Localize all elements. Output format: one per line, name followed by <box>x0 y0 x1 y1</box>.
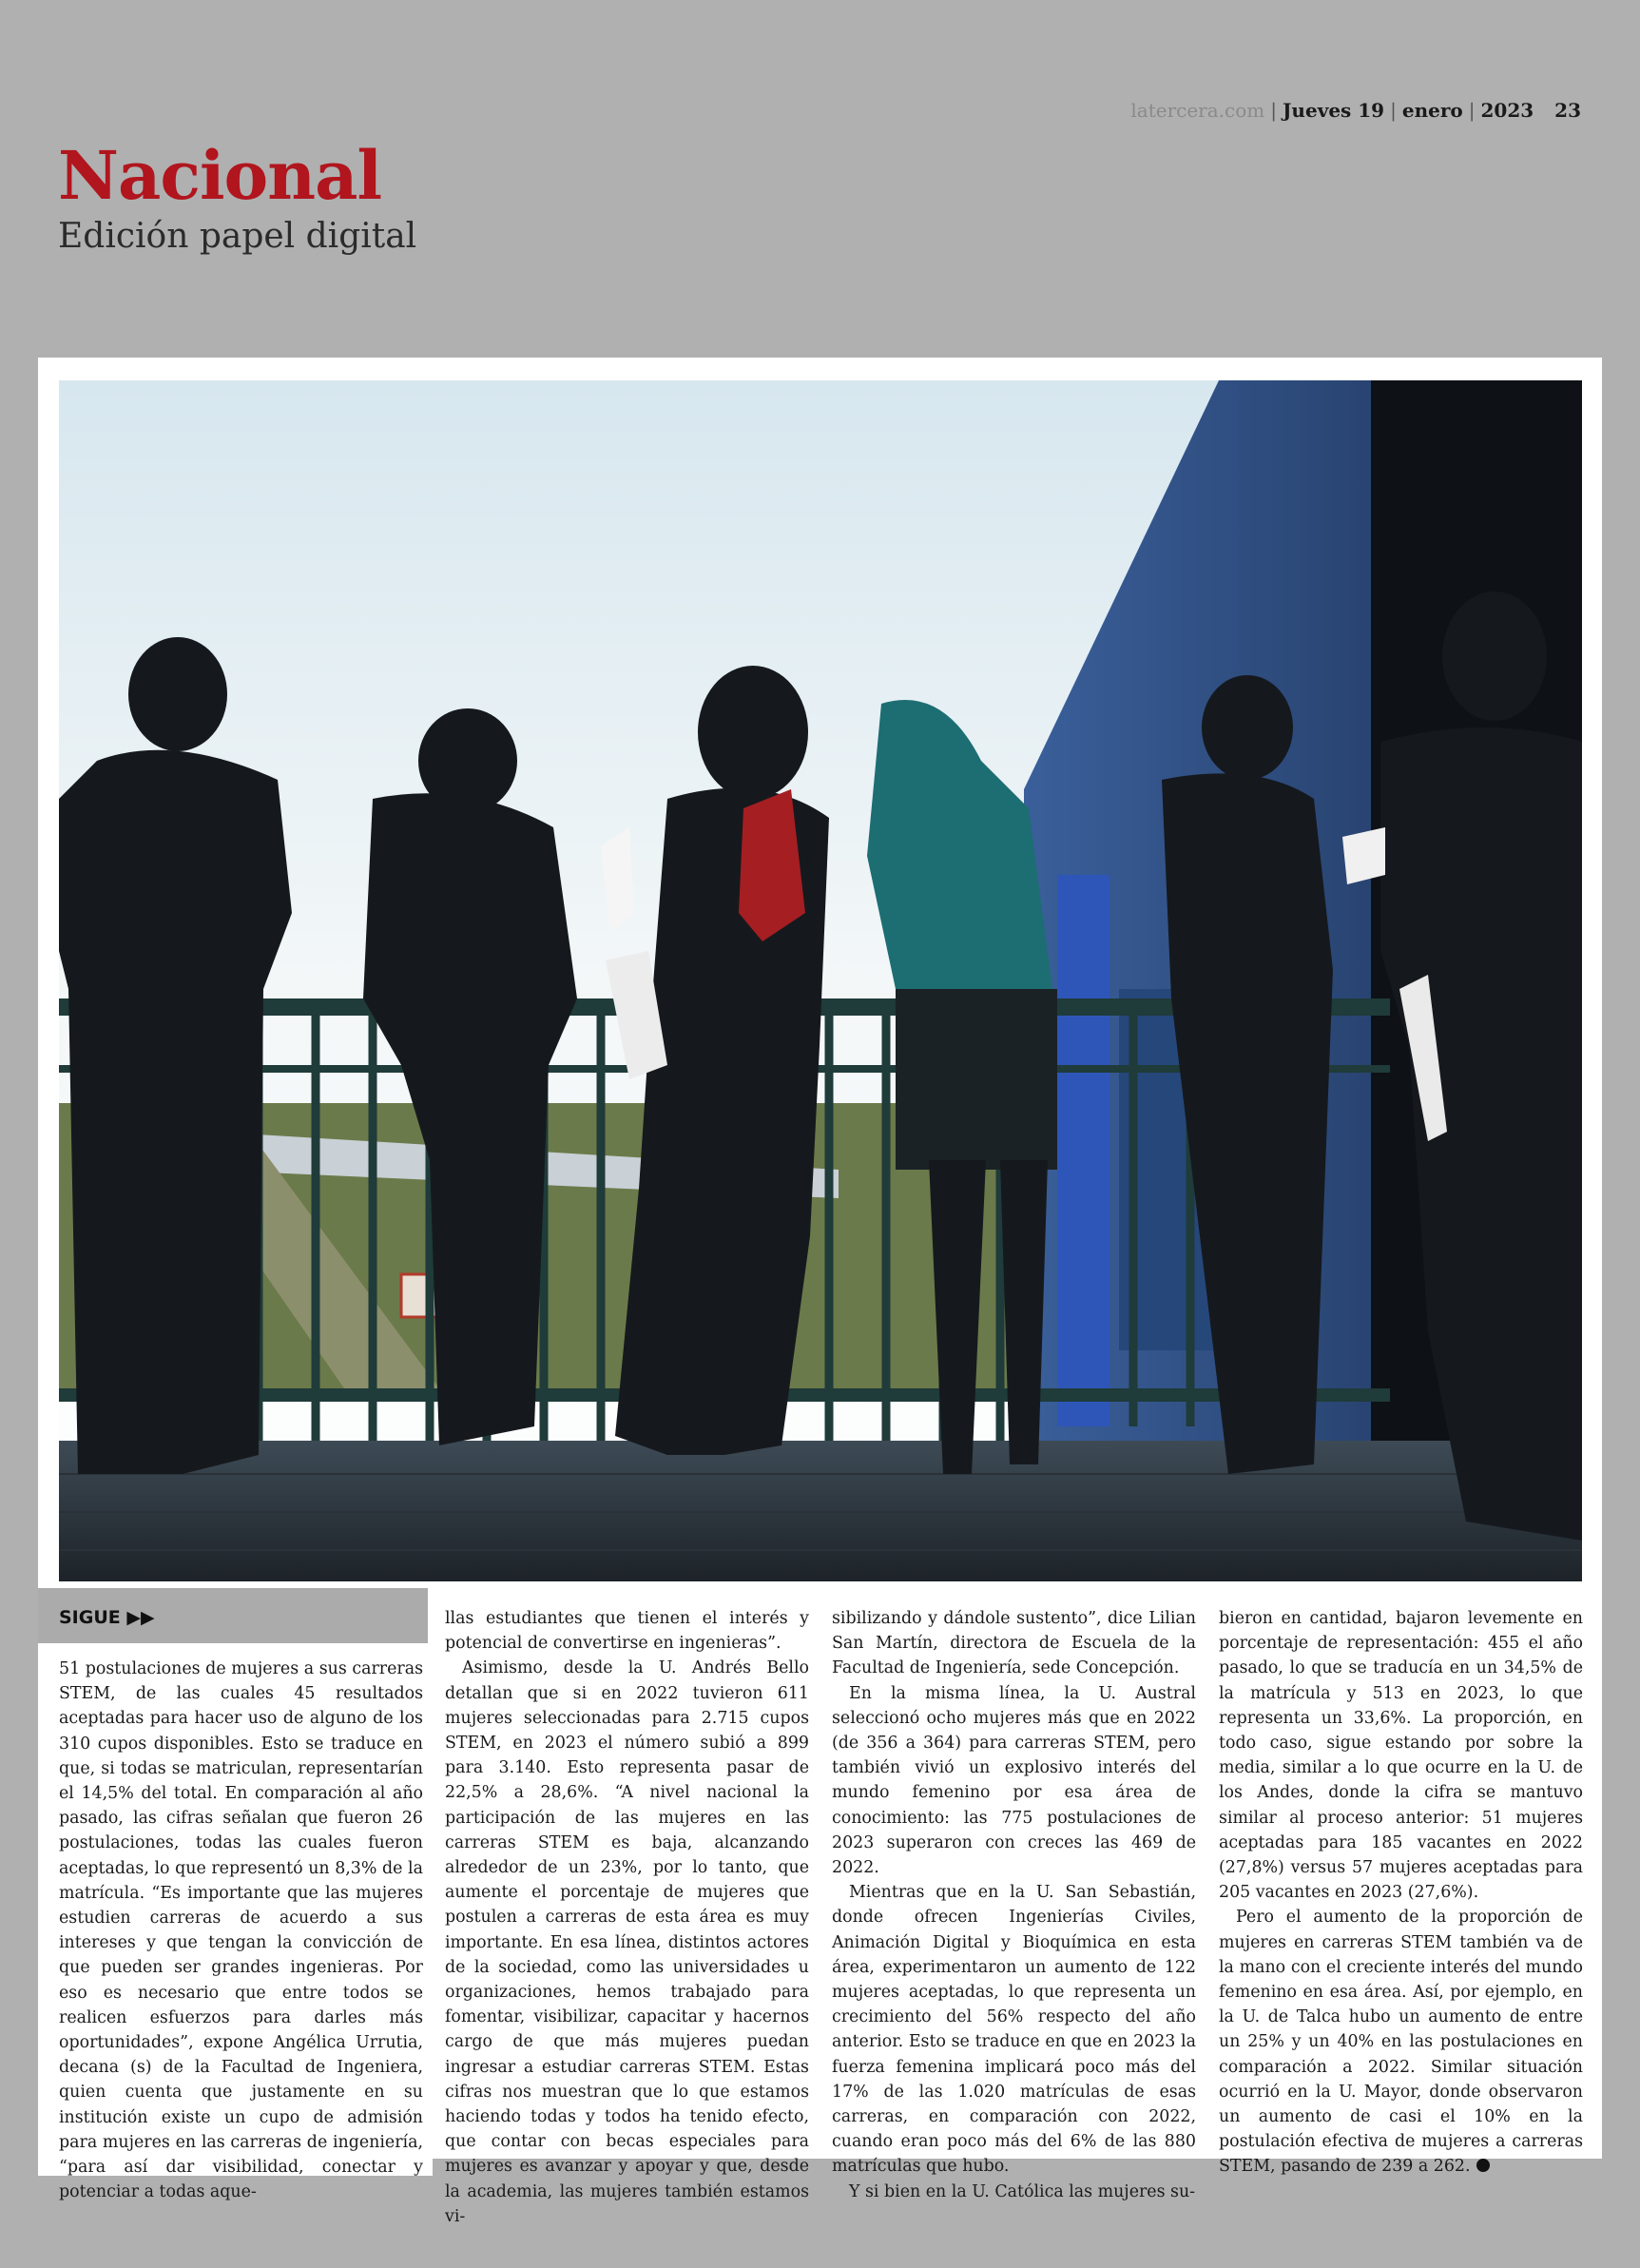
photo-silhouettes-icon <box>59 380 1582 1581</box>
section-subtitle: Edición papel digital <box>58 217 417 256</box>
paragraph-end <box>1219 1905 1583 2179</box>
paragraph: sibilizando y dándole sustento”, dice Lilian San Martín, directora de Escuela de la Facultad de Ingeniería, sede Concepción. <box>832 1609 1196 1678</box>
article-column-2 <box>445 1606 809 2229</box>
article-column-4 <box>1219 1606 1583 2180</box>
article-photo <box>59 380 1582 1581</box>
end-dot-icon <box>1476 2159 1490 2172</box>
paragraph: Mientras que en la U. San Sebastián, donde ofrecen Ingenierías Civiles, Animación Digital y Bioquímica en esta área, experimentaron un aumento de 122 mujeres aceptadas, lo que representa un crecimiento del 56% respecto del año anterior. Esto se traduce en que en 2023 la fuerza femenina implicará poco más del 17% de las 1.020 matrículas de esas carreras, en comparación con 2022, cuando eran poco más del 6% de las 880 matrículas que hubo. <box>832 1883 1196 2177</box>
paragraph: Y si bien en la U. Católica las mujeres su- <box>849 2181 1196 2201</box>
section-title: Nacional <box>58 136 382 215</box>
paragraph: bieron en cantidad, bajaron levemente en porcentaje de representación: 455 el año pasado, lo que se traducía en un 34,5% de la matrícula y 513 en 2023, lo que representa un 33,6%. La proporción, en todo caso, sigue estando por sobre la media, similar a lo que ocurre en la U. de los Andes, donde la cifra se mantuvo similar al proceso anterior: 51 mujeres aceptadas para 185 vacantes en 2022 (27,8%) versus 57 mujeres aceptadas para 205 vacantes en 2023 (27,6%). <box>1219 1609 1583 1903</box>
paragraph: llas estudiantes que tienen el interés y potencial de convertirse en ingenieras”. <box>445 1609 809 1654</box>
continues-label: SIGUE ▶▶ <box>59 1607 155 1628</box>
header-day: Jueves 19 <box>1282 99 1385 122</box>
header-month: enero <box>1401 99 1463 122</box>
page-number: 23 <box>1554 99 1581 122</box>
paragraph: 51 postulaciones de mujeres a sus carreras STEM, de las cuales 45 resultados aceptadas para hacer uso de alguno de los 310 cupos disponibles. Esto se traduce en que, si todas se matriculan, representarían el 14,5% del total. En comparación al año pasado, las cifras señalan que fueron 26 postulaciones, todas las cuales fueron aceptadas, lo que representó un 8,3% de la matrícula. “Es importante que las mujeres estudien carreras de acuerdo a sus intereses y que tengan la convicción de que pueden ser grandes ingenieras. Por eso es necesario que entre todos se realicen esfuerzos para darles más oportunidades”, expone Angélica Urrutia, decana (s) de la Facultad de Ingeniera, quien cuenta que justamente en su institución existe un cupo de admisión para mujeres en las carreras de ingeniería, “para así dar visibilidad, conectar y potenciar a todas aque- <box>59 1659 423 2202</box>
site-name[interactable]: latercera.com <box>1130 99 1265 122</box>
article-column-1 <box>59 1657 423 2204</box>
page-header: latercera.com | Jueves 19 | enero | 2023 23 <box>1130 99 1581 122</box>
header-year: 2023 <box>1480 99 1534 122</box>
article-column-3 <box>832 1606 1196 2204</box>
paragraph: Pero el aumento de la proporción de mujeres en carreras STEM también va de la mano con el creciente interés del mundo femenino en esa área. Así, por ejemplo, en la U. de Talca hubo un aumento de entre un 25% y un 40% en las postulaciones en comparación a 2022. Similar situación ocurrió en la U. Mayor, donde observaron un aumento de casi el 10% en la postulación efectiva de mujeres a carreras STEM, pasando de 239 a 262. <box>1219 1908 1583 2177</box>
paragraph: En la misma línea, la U. Austral seleccionó ocho mujeres más que en 2022 (de 356 a 364) para carreras STEM, pero también vivió un explosivo interés del mundo femenino por esa área de conocimiento: las 775 postulaciones de 2023 superaron con creces las 469 de 2022. <box>832 1683 1196 1878</box>
paragraph: Asimismo, desde la U. Andrés Bello detallan que si en 2022 tuvieron 611 mujeres seleccionadas para 2.715 cupos STEM, en 2023 el número subió a 899 para 3.140. Esto representa pasar de 22,5% a 28,6%. “A nivel nacional la participación de las mujeres en las carreras STEM es baja, alcanzando alrededor de un 23%, por lo tanto, que aumente el porcentaje de mujeres que postulen a carreras de esta área es muy importante. En esa línea, distintos actores de la sociedad, como las universidades u organizaciones, hemos trabajado para fomentar, visibilizar, capacitar y hacernos cargo de que más mujeres puedan ingresar a estudiar carreras STEM. Estas cifras nos muestran que lo que estamos haciendo todas y todos ha tenido efecto, que contar con becas especiales para mujeres es avanzar y apoyar y que, desde la academia, las mujeres también estamos vi- <box>445 1658 809 2226</box>
